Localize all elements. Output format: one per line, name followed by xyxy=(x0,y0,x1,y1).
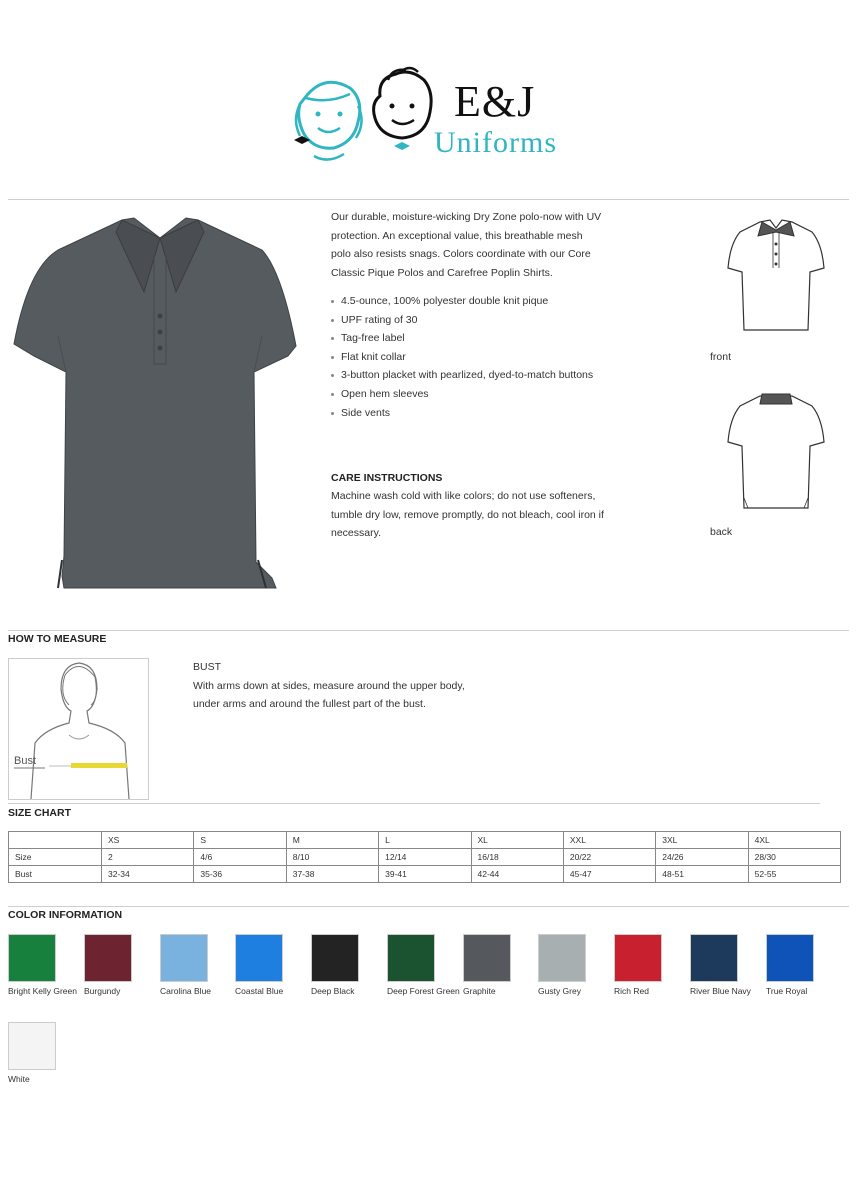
color-swatch[interactable] xyxy=(160,934,208,982)
color-swatch-item[interactable] xyxy=(614,934,690,996)
row-label-cell: Size xyxy=(9,849,102,866)
color-swatch[interactable] xyxy=(614,934,662,982)
size-header-cell: M xyxy=(286,832,378,849)
feature-item: 3-button placket with pearlized, dyed-to-match buttons xyxy=(331,366,631,385)
table-cell: 16/18 xyxy=(471,849,563,866)
size-header-cell: 4XL xyxy=(748,832,840,849)
front-label: front xyxy=(710,351,732,363)
color-swatch-item[interactable] xyxy=(311,934,387,996)
table-cell: 39-41 xyxy=(379,866,471,883)
table-cell: 20/22 xyxy=(563,849,655,866)
table-cell: 12/14 xyxy=(379,849,471,866)
table-cell: 37-38 xyxy=(286,866,378,883)
color-swatch[interactable] xyxy=(690,934,738,982)
color-name: Rich Red xyxy=(614,986,649,996)
color-swatch-item[interactable] xyxy=(690,934,766,996)
size-header-cell: XS xyxy=(102,832,194,849)
brand-name-bottom: Uniforms xyxy=(434,126,557,159)
table-cell: 42-44 xyxy=(471,866,563,883)
brand-name-top: E&J xyxy=(454,77,536,126)
table-cell: 24/26 xyxy=(656,849,748,866)
measure-title: HOW TO MEASURE xyxy=(8,633,107,645)
feature-item: Side vents xyxy=(331,404,631,423)
girl-face-icon xyxy=(288,74,368,166)
color-swatch[interactable] xyxy=(387,934,435,982)
color-swatch[interactable] xyxy=(311,934,359,982)
color-name: Carolina Blue xyxy=(160,986,212,996)
table-cell: 8/10 xyxy=(286,849,378,866)
feature-item: Flat knit collar xyxy=(331,348,631,367)
color-swatch[interactable] xyxy=(8,934,56,982)
table-cell: 48-51 xyxy=(656,866,748,883)
color-swatch[interactable] xyxy=(463,934,511,982)
table-row xyxy=(9,849,841,866)
color-swatch-item[interactable] xyxy=(8,934,84,996)
row-label-cell: Bust xyxy=(9,866,102,883)
table-cell: 4/6 xyxy=(194,849,286,866)
table-corner-cell xyxy=(9,832,102,849)
color-swatch[interactable] xyxy=(538,934,586,982)
body-outline-icon xyxy=(9,659,148,799)
bust-heading: BUST xyxy=(193,661,222,673)
size-chart-title: SIZE CHART xyxy=(8,807,71,819)
color-swatch[interactable] xyxy=(235,934,283,982)
color-swatch-item[interactable] xyxy=(235,934,311,996)
table-header-row xyxy=(9,832,841,849)
table-cell: 32-34 xyxy=(102,866,194,883)
color-info-title: COLOR INFORMATION xyxy=(8,909,123,921)
color-swatch-item[interactable] xyxy=(463,934,539,996)
back-flat-icon xyxy=(726,392,826,514)
measure-figure xyxy=(8,658,149,800)
divider xyxy=(8,199,849,200)
boy-face-icon xyxy=(366,66,438,156)
color-swatch-item[interactable] xyxy=(766,934,842,996)
color-name: Bright Kelly Green xyxy=(8,986,77,996)
front-flat-icon xyxy=(726,218,826,336)
size-header-cell: XXL xyxy=(563,832,655,849)
color-swatch-item[interactable] xyxy=(538,934,614,996)
color-swatch-item[interactable] xyxy=(8,1022,84,1084)
size-chart-table xyxy=(8,831,841,883)
bust-figure-label: Bust xyxy=(14,755,37,767)
feature-item: Tag-free label xyxy=(331,329,631,348)
care-title: CARE INSTRUCTIONS xyxy=(331,472,443,484)
table-cell: 52-55 xyxy=(748,866,840,883)
bust-instruction-line2: under arms and around the fullest part of the bust. xyxy=(193,698,426,710)
color-swatch-item[interactable] xyxy=(387,934,463,996)
color-name: River Blue Navy xyxy=(690,986,751,996)
divider xyxy=(8,803,820,804)
feature-item: UPF rating of 30 xyxy=(331,311,631,330)
back-label: back xyxy=(710,526,733,538)
feature-item: 4.5-ounce, 100% polyester double knit pique xyxy=(331,292,631,311)
size-header-cell: L xyxy=(379,832,471,849)
color-name: Coastal Blue xyxy=(235,986,284,996)
table-cell: 45-47 xyxy=(563,866,655,883)
care-text: Machine wash cold with like colors; do not use softeners, tumble dry low, remove promptly, do not bleach, cool iron if necessary. xyxy=(331,490,604,540)
color-swatch-item[interactable] xyxy=(84,934,160,996)
divider xyxy=(8,906,849,907)
color-swatch[interactable] xyxy=(84,934,132,982)
size-header-cell: XL xyxy=(471,832,563,849)
table-cell: 2 xyxy=(102,849,194,866)
table-cell: 28/30 xyxy=(748,849,840,866)
color-name: Burgundy xyxy=(84,986,121,996)
color-name: True Royal xyxy=(766,986,808,996)
product-description: Our durable, moisture-wicking Dry Zone polo-now with UV protection. An exceptional value, this breathable mesh polo also resists snags. Colors coordinate with our Core Classic Pique Polos and Carefree Poplin Shirts. xyxy=(331,211,602,279)
size-header-cell: 3XL xyxy=(656,832,748,849)
color-name: Gusty Grey xyxy=(538,986,581,996)
color-name: White xyxy=(8,1074,30,1084)
polo-shirt-image xyxy=(10,216,310,594)
size-header-cell: S xyxy=(194,832,286,849)
color-swatch[interactable] xyxy=(766,934,814,982)
table-row xyxy=(9,866,841,883)
divider xyxy=(8,630,849,631)
color-name: Deep Forest Green xyxy=(387,986,460,996)
color-name: Deep Black xyxy=(311,986,355,996)
feature-item: Open hem sleeves xyxy=(331,385,631,404)
color-swatch[interactable] xyxy=(8,1022,56,1070)
feature-list xyxy=(331,292,631,422)
table-cell: 35-36 xyxy=(194,866,286,883)
color-name: Graphite xyxy=(463,986,496,996)
color-swatch-item[interactable] xyxy=(160,934,236,996)
brand-logo xyxy=(288,66,578,166)
bust-instruction-line1: With arms down at sides, measure around the upper body, xyxy=(193,680,465,692)
